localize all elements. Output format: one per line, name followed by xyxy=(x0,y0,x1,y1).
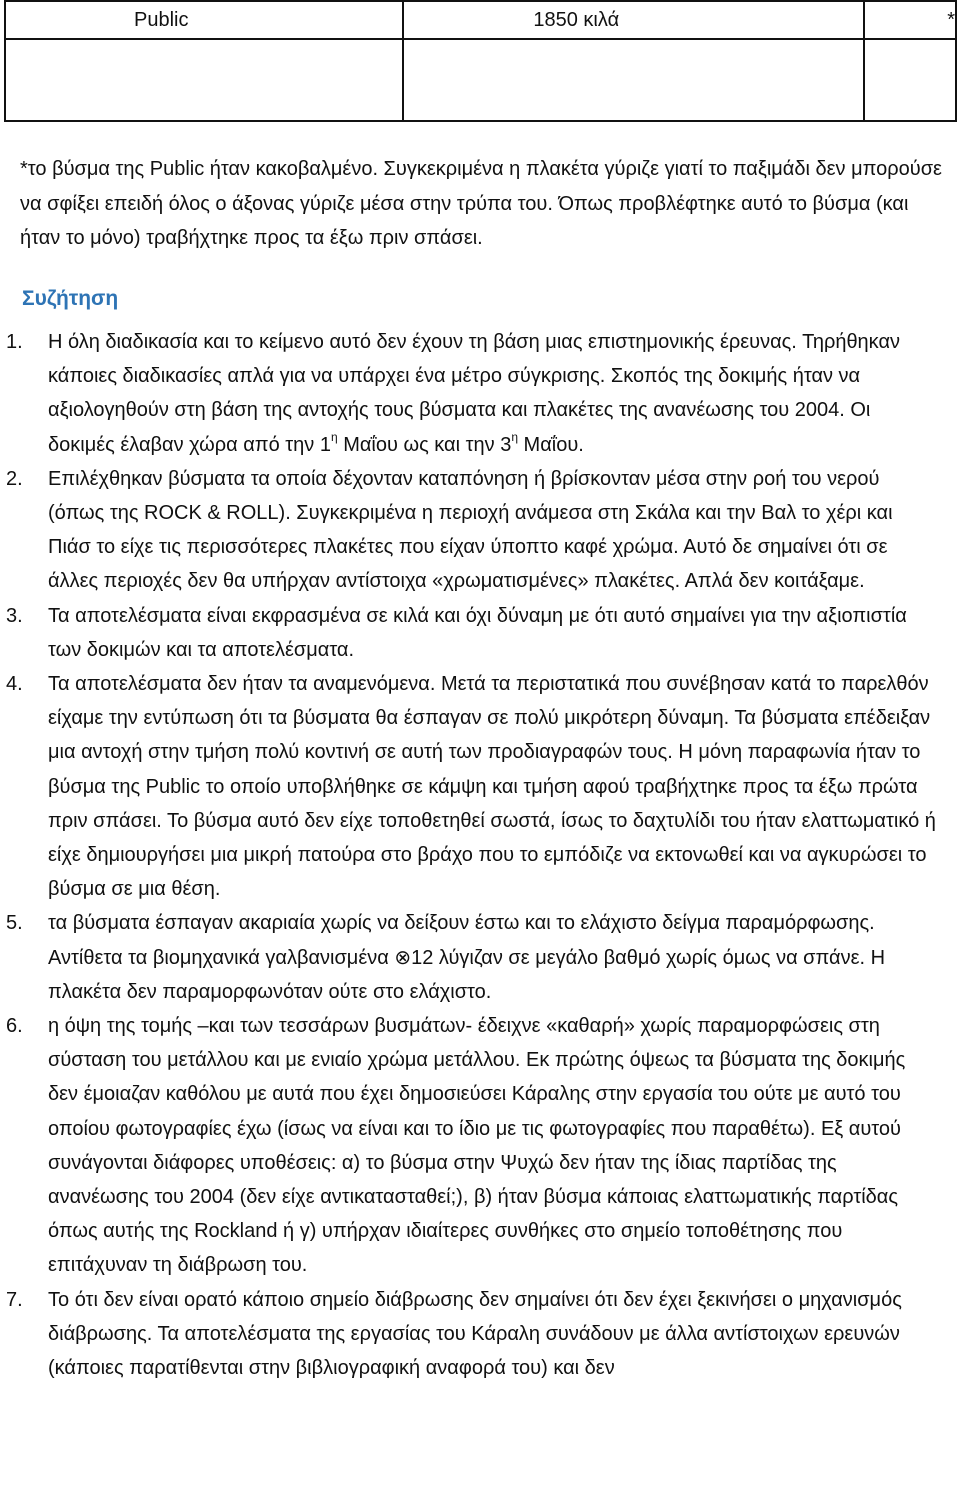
item-number: 4. xyxy=(6,673,23,696)
item-text-part: Μαΐου. xyxy=(518,433,584,456)
section-heading: Συζήτηση xyxy=(22,287,119,310)
company-cell: Public xyxy=(5,1,403,39)
discussion-list xyxy=(0,325,940,1385)
superscript: η xyxy=(511,429,518,444)
weight-cell: 1850 κιλά xyxy=(403,1,864,39)
item-number: 5. xyxy=(6,912,23,935)
item-text: Επιλέχθηκαν βύσματα τα οποία δέχονταν καταπόνηση ή βρίσκονταν μέσα στην ροή του νερού (όπως της ROCK & ROLL). Συγκεκριμένα η περιοχή ανάμεσα στη Σκάλα και την Βαλ το χέρι και Πιάσ το είχε τις περισσότερες πλακέτες που είχαν ύποπτο καφέ χρώμα. Αυτό δε σημαίνει ότι σε άλλες περιοχές δεν θα υπήρχαν αντίστοιχα «χρωματισμένες» πλακέτες. Απλά δεν κοιτάξαμε. xyxy=(48,467,893,593)
item-text-part: Μαΐου ως και την 3 xyxy=(337,433,512,456)
empty-cell xyxy=(5,39,403,121)
superscript: η xyxy=(330,429,338,444)
footnote-paragraph: *το βύσμα της Public ήταν κακοβαλμένο. Συγκεκριμένα η πλακέτα γύριζε γιατί το παξιμάδι δεν μπορούσε να σφίξει επειδή όλος ο άξονας γύριζε μέσα στην τρύπα του. Όπως προβλέφτηκε αυτό το βύσμα (και ήταν το μόνο) τραβήχτηκε προς τα έξω πριν σπάσει. xyxy=(20,158,942,249)
item-text: Τα αποτελέσματα είναι εκφρασμένα σε κιλά και όχι δύναμη με ότι αυτό σημαίνει για την αξιοπιστία των δοκιμών και τα αποτελέσματα. xyxy=(48,604,907,661)
item-number: 6. xyxy=(6,1015,23,1038)
item-text: τα βύσματα έσπαγαν ακαριαία χωρίς να δείξουν έστω και το ελάχιστο δείγμα παραμόρφωσης. Αντίθετα τα βιομηχανικά γαλβανισμένα ⊗12 λύγιζαν σε μεγάλο βαθμό χωρίς όμως να σπάνε. Η πλακέτα δεν παραμορφωνόταν ούτε στο ελάχιστο. xyxy=(48,912,886,1003)
item-text-part: Η όλη διαδικασία και το κείμενο αυτό δεν έχουν τη βάση μιας επιστημονικής έρευνας. Τηρήθηκαν κάποιες διαδικασίες απλά για να υπάρχει ένα μέτρο σύγκρισης. Σκοπός της δοκιμής ήταν να αξιολογηθούν στη βάση της αντοχής τους βύσματα και πλακέτες της ανανέωσης του 2004. Οι δοκιμές έλαβαν χώρα από την 1 xyxy=(48,331,901,456)
list-item xyxy=(0,462,940,599)
note-mark-cell: * xyxy=(864,1,956,39)
list-item xyxy=(0,1009,940,1283)
list-item xyxy=(0,906,940,1009)
table-row-empty xyxy=(5,39,956,121)
list-item xyxy=(0,325,940,462)
item-number: 1. xyxy=(6,331,23,353)
results-table xyxy=(4,0,957,122)
item-number: 7. xyxy=(6,1288,23,1311)
item-text: Το ότι δεν είναι ορατό κάποιο σημείο διάβρωσης δεν σημαίνει ότι δεν έχει ξεκινήσει ο μηχανισμός διάβρωσης. Τα αποτελέσματα της εργασίας του Κάραλη συνάδουν με άλλα αντίστοιχων ερευνών (κάποιες παρατίθενται στην βιβλιογραφική αναφορά του) και δεν xyxy=(48,1288,902,1380)
empty-cell xyxy=(403,39,864,121)
list-item xyxy=(0,667,940,906)
item-number: 2. xyxy=(6,467,23,490)
list-item xyxy=(0,599,940,667)
empty-cell xyxy=(864,39,956,121)
table-row xyxy=(5,1,956,39)
item-text: η όψη της τομής –και των τεσσάρων βυσμάτων- έδειχνε «καθαρή» χωρίς παραμορφώσεις στη σύσταση του μετάλλου και με ενιαίο χρώμα μετάλλου. Εκ πρώτης όψεως τα βύσματα της δοκιμής δεν έμοιαζαν καθόλου με αυτά που έχει δημοσιεύσει Κάραλης στην εργασία του ούτε με αυτό του οποίου φωτογραφίες έχω (ίσως να είναι και το ίδιο με τις φωτογραφίες που παραθέτω). Εξ αυτού συνάγονται διάφορες υποθέσεις: α) το βύσμα στην Ψυχώ δεν ήταν της ίδιας παρτίδας της ανανέωσης του 2004 (δεν είχε αντικατασταθεί;), β) ήταν βύσμα κάποιας ελαττωματικής παρτίδας όπως αυτής της Rockland ή γ) υπήρχαν ιδιαίτερες συνθήκες στο σημείο τοποθέτησης που επιτάχυναν τη διάβρωση του. xyxy=(48,1015,906,1277)
item-text: Τα αποτελέσματα δεν ήταν τα αναμενόμενα. Μετά τα περιστατικά που συνέβησαν κατά το παρελθόν είχαμε την εντύπωση ότι τα βύσματα θα έσπαγαν σε πολύ μικρότερη δύναμη. Τα βύσματα επέδειξαν μια αντοχή στην τμήση πολύ κοντινή σε αυτή των προδιαγραφών τους. Η μόνη παραφωνία ήταν το βύσμα της Public το οποίο υποβλήθηκε σε κάμψη και τμήση αφού τραβήχτηκε προς τα έξω πρώτα πριν σπάσει. Το βύσμα αυτό δεν είχε τοποθετηθεί σωστά, ίσως το δαχτυλίδι του ήταν ελαττωματικό ή είχε δημιουργήσει μια μικρή πατούρα στο βράχο που το εμπόδιζε να εκτονωθεί και να αγκυρώσει το βύσμα σε μια θέση. xyxy=(48,673,936,901)
list-item xyxy=(0,1283,940,1386)
item-number: 3. xyxy=(6,604,23,627)
